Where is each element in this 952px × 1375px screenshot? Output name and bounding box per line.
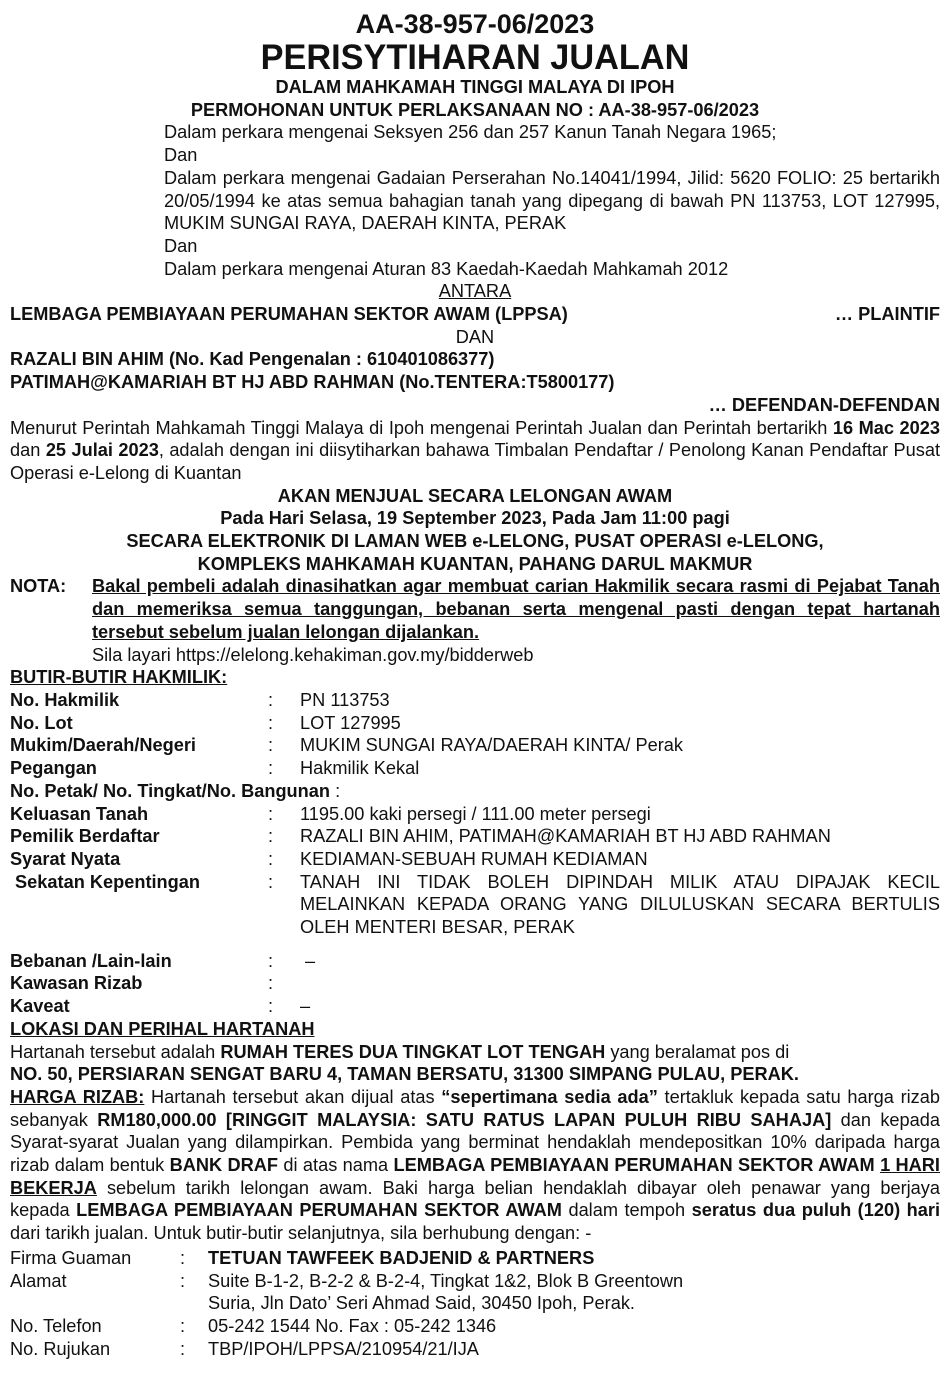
- contact-row-phone: No. Telefon : 05-242 1544 No. Fax : 05-242 1346: [10, 1315, 497, 1336]
- sale-proclamation: [10, 8, 940, 1360]
- matter-and-1: Dan: [164, 145, 198, 166]
- matter-3: Dalam perkara mengenai Aturan 83 Kaedah-Kaedah Mahkamah 2012: [164, 258, 729, 279]
- case-number: AA-38-957-06/2023: [355, 9, 595, 39]
- plaintiff-row: [10, 303, 940, 326]
- auction-line-2: Pada Hari Selasa, 19 September 2023, Pada Jam 11:00 pagi: [220, 508, 730, 529]
- auction-line-1: AKAN MENJUAL SECARA LELONGAN AWAM: [277, 485, 673, 506]
- detail-row: Kaveat : –: [10, 996, 311, 1017]
- reserve-price-heading: HARGA RIZAB:: [10, 1086, 145, 1107]
- reserve-price-paragraph: HARGA RIZAB: Hartanah tersebut akan dijual atas “sepertimana sedia ada” tertakluk kepada satu harga rizab sebanyak RM180,000.00 [RINGGIT MALAYSIA: SATU RATUS LAPAN PULUH RIBU SAHAJA] dan kepada Syarat-syarat Jualan yang dilampirkan. Pembida yang berminat hendaklah mendepositkan 10% daripada harga rizab dalam bentuk BANK DRAF di atas nama LEMBAGA PEMBIAYAAN PERUMAHAN SEKTOR AWAM 1 HARI BEKERJA sebelum tarikh lelongan awam. Baki harga belian hendaklah dibayar oleh penawar yang berjaya kepada LEMBAGA PEMBIAYAAN PERUMAHAN SEKTOR AWAM dalam tempoh seratus dua puluh (120) hari dari tarikh jualan. Untuk butir-butir selanjutnya, sila berhubung dengan: -: [10, 1086, 940, 1244]
- contact-block: [10, 1247, 940, 1361]
- bidder-web-link[interactable]: Sila layari https://elelong.kehakiman.gov.my/bidderweb: [92, 644, 534, 665]
- title-details-heading: BUTIR-BUTIR HAKMILIK:: [10, 667, 228, 688]
- auction-line-3: SECARA ELEKTRONIK DI LAMAN WEB e-LELONG, PUSAT OPERASI e-LELONG,: [126, 531, 824, 552]
- law-firm-name: TETUAN TAWFEEK BADJENID & PARTNERS: [208, 1247, 595, 1268]
- order-date-2: 25 Julai 2023: [45, 440, 159, 461]
- detail-row: Pegangan : Hakmilik Kekal: [10, 758, 420, 779]
- plaintiff-name: LEMBAGA PEMBIAYAAN PERUMAHAN SEKTOR AWAM (LPPSA): [10, 304, 568, 325]
- location-heading: LOKASI DAN PERIHAL HARTANAH: [10, 1018, 315, 1039]
- property-address: NO. 50, PERSIARAN SENGAT BARU 4, TAMAN BERSATU, 31300 SIMPANG PULAU, PERAK.: [10, 1064, 799, 1085]
- detail-row: Keluasan Tanah : 1195.00 kaki persegi / 111.00 meter persegi: [10, 803, 651, 824]
- reserve-price-amount: RM180,000.00 [RINGGIT MALAYSIA: SATU RATUS LAPAN PULUH RIBU SAHAJA]: [97, 1109, 832, 1130]
- detail-row: Kawasan Rizab :: [10, 973, 274, 994]
- order-paragraph: Menurut Perintah Mahkamah Tinggi Malaya di Ipoh mengenai Perintah Jualan dan Perintah bertarikh 16 Mac 2023 dan 25 Julai 2023, adalah dengan ini diisytiharkan bahawa Timbalan Pendaftar / Penolong Kanan Pendaftar Pusat Operasi e-Lelong di Kuantan: [10, 417, 940, 483]
- defendant-role: … DEFENDAN-DEFENDAN: [708, 394, 940, 415]
- matter-and-2: Dan: [164, 235, 198, 256]
- detail-row: No. Hakmilik : PN 113753: [10, 689, 390, 710]
- matter-2: Dalam perkara mengenai Gadaian Perserahan No.14041/1994, Jilid: 5620 FOLIO: 25 bertarikh 20/05/1994 ke atas semua bahagian tanah yang dipegang di bawah PN 113753, LOT 127995, MUKIM SUNGAI RAYA, DAERAH KINTA, PERAK: [164, 167, 940, 234]
- detail-row: No. Lot : LOT 127995: [10, 712, 401, 733]
- detail-row-building: No. Petak/ No. Tingkat/No. Bangunan :: [10, 780, 341, 801]
- application-number: PERMOHONAN UNTUK PERLAKSANAAN NO : AA-38-957-06/2023: [190, 99, 760, 120]
- order-date-1: 16 Mac 2023: [832, 417, 940, 438]
- title-details-list: [10, 689, 940, 1018]
- location-paragraph: Hartanah tersebut adalah RUMAH TERES DUA TINGKAT LOT TENGAH yang beralamat pos di: [10, 1041, 790, 1062]
- detail-row: Bebanan /Lain-lain : –: [10, 950, 316, 971]
- contact-row-firm: Firma Guaman : TETUAN TAWFEEK BADJENID & PARTNERS: [10, 1247, 940, 1270]
- page-title: PERISYTIHARAN JUALAN: [260, 38, 690, 77]
- parties-and: DAN: [455, 326, 495, 347]
- detail-row: Sekatan Kepentingan : TANAH INI TIDAK BOLEH DIPINDAH MILIK ATAU DIPAJAK KECIL MELAINKAN KEPADA ORANG YANG DILULUSKAN SECARA BERTULIS OLEH MENTERI BESAR, PERAK: [10, 871, 940, 938]
- contact-row-address: Alamat : Suite B-1-2, B-2-2 & B-2-4, Tingkat 1&2, Blok B Greentown Suria, Jln Dato’ Seri Ahmad Said, 30450 Ipoh, Perak.: [10, 1270, 684, 1314]
- nota-text: Bakal pembeli adalah dinasihatkan agar membuat carian Hakmilik secara rasmi di Pejabat Tanah dan memeriksa semua tanggungan, bebanan serta mengenal pasti dengan tepat hartanah tersebut sebelum jualan lelongan dijalankan.: [92, 576, 940, 642]
- court-name: DALAM MAHKAMAH TINGGI MALAYA DI IPOH: [275, 77, 675, 97]
- auction-line-4: KOMPLEKS MAHKAMAH KUANTAN, PAHANG DARUL MAKMUR: [197, 553, 753, 574]
- detail-row: Mukim/Daerah/Negeri : MUKIM SUNGAI RAYA/DAERAH KINTA/ Perak: [10, 735, 684, 756]
- defendant-1: RAZALI BIN AHIM (No. Kad Pengenalan : 610401086377): [10, 349, 495, 370]
- nota-label: NOTA:: [10, 576, 67, 597]
- plaintiff-role: … PLAINTIF: [834, 304, 940, 325]
- matter-1: Dalam perkara mengenai Seksyen 256 dan 257 Kanun Tanah Negara 1965;: [164, 122, 777, 143]
- detail-row: Syarat Nyata : KEDIAMAN-SEBUAH RUMAH KEDIAMAN: [10, 848, 648, 869]
- between-label: ANTARA: [438, 281, 512, 302]
- contact-row-reference: No. Rujukan : TBP/IPOH/LPPSA/210954/21/IJA: [10, 1338, 479, 1359]
- detail-row: Pemilik Berdaftar : RAZALI BIN AHIM, PATIMAH@KAMARIAH BT HJ ABD RAHMAN: [10, 826, 831, 847]
- nota-section: [10, 575, 940, 666]
- defendant-2: PATIMAH@KAMARIAH BT HJ ABD RAHMAN (No.TENTERA:T5800177): [10, 372, 615, 393]
- property-type: RUMAH TERES DUA TINGKAT LOT TENGAH: [220, 1041, 606, 1062]
